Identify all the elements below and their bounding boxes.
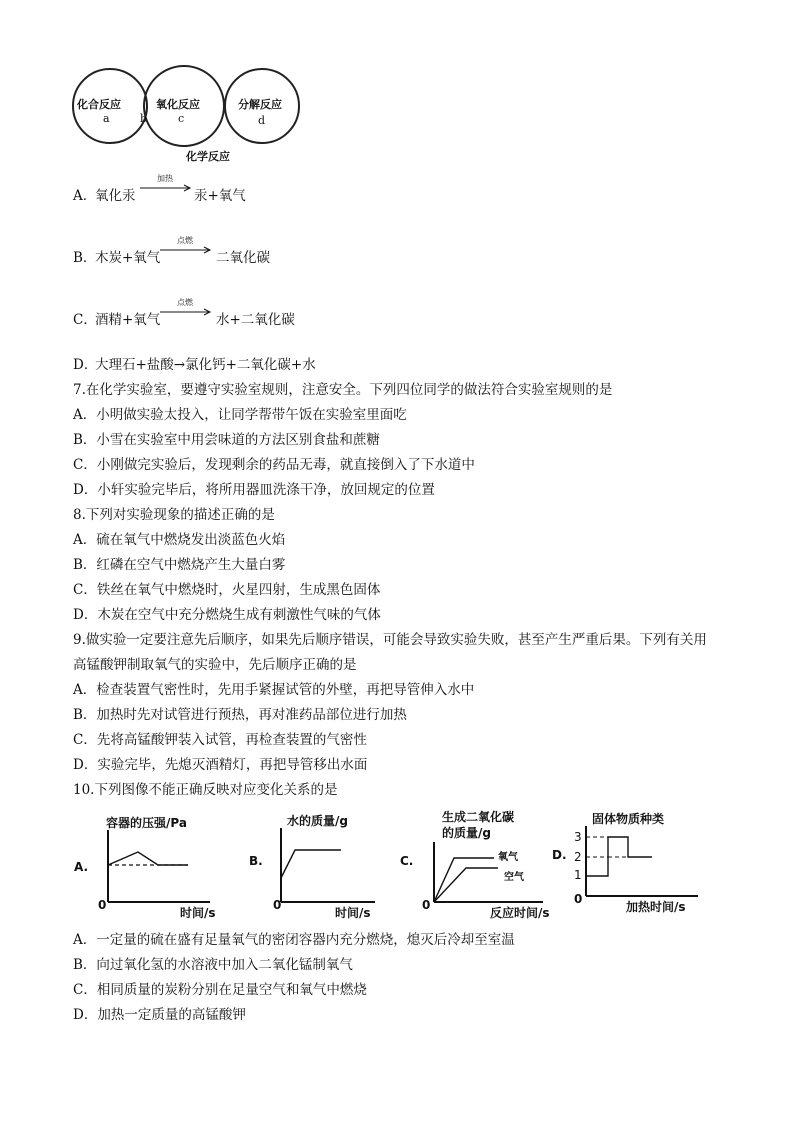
graph-a-plot bbox=[70, 808, 230, 920]
series-label-oxygen: 氧气 bbox=[498, 852, 518, 863]
product: 水+二氧化碳 bbox=[216, 312, 295, 328]
q8-option-c: C．铁丝在氧气中燃烧时，火星四射，生成黑色固体 bbox=[73, 582, 381, 598]
y-axis-label: 固体物质种类 bbox=[592, 812, 665, 826]
venn-caption: 化学反应 bbox=[186, 150, 230, 163]
q8-option-a: A．硫在氧气中燃烧发出淡蓝色火焰 bbox=[73, 532, 286, 548]
reactant: 氧化汞 bbox=[95, 188, 136, 204]
q9-option-a: A．检查装置气密性时，先用手紧握试管的外壁，再把导管伸入水中 bbox=[73, 682, 475, 698]
reactant: 木炭+氧气 bbox=[95, 250, 161, 266]
x-axis-label: 时间/s bbox=[335, 906, 371, 920]
tick-label-1: 1 bbox=[574, 868, 582, 882]
origin-label: 0 bbox=[273, 898, 282, 912]
origin-label: 0 bbox=[574, 892, 583, 906]
graph-c bbox=[398, 806, 558, 920]
x-axis-label: 反应时间/s bbox=[490, 906, 550, 920]
venn-diagram bbox=[70, 62, 310, 162]
graph-letter: C. bbox=[400, 854, 414, 868]
q9-stem-line2: 高锰酸钾制取氧气的实验中，先后顺序正确的是 bbox=[73, 657, 357, 673]
origin-label: 0 bbox=[422, 898, 431, 912]
reaction-arrow bbox=[160, 246, 212, 254]
series-label-air: 空气 bbox=[504, 872, 524, 883]
q10-option-c: C．相同质量的炭粉分别在足量空气和氧气中燃烧 bbox=[73, 982, 367, 998]
q8-stem: 8.下列对实验现象的描述正确的是 bbox=[73, 507, 275, 523]
reactant: 酒精+氧气 bbox=[95, 312, 161, 328]
q7-stem: 7.在化学实验室，要遵守实验室规则，注意安全。下列四位同学的做法符合实验室规则的是 bbox=[73, 382, 613, 398]
q8-option-b: B．红磷在空气中燃烧产生大量白雾 bbox=[73, 557, 286, 573]
venn-label-oxidation: 氧化反应 bbox=[156, 98, 200, 111]
venn-letter-b: b bbox=[140, 112, 148, 125]
venn-label-combination: 化合反应 bbox=[77, 98, 121, 111]
y-axis-label: 容器的压强/Pa bbox=[106, 816, 187, 830]
q9-option-b: B．加热时先对试管进行预热，再对准药品部位进行加热 bbox=[73, 707, 407, 723]
q10-option-d: D．加热一定质量的高锰酸钾 bbox=[73, 1007, 246, 1023]
q10-option-a: A．一定量的硫在盛有足量氧气的密闭容器内充分燃烧，熄灭后冷却至室温 bbox=[73, 932, 515, 948]
q9-option-c: C．先将高锰酸钾装入试管，再检查装置的气密性 bbox=[73, 732, 367, 748]
graph-b-plot bbox=[245, 808, 395, 920]
venn-letter-c: c bbox=[178, 112, 185, 125]
q7-option-d: D．小轩实验完毕后，将所用器皿洗涤干净，放回规定的位置 bbox=[73, 482, 435, 498]
option-prefix: A． bbox=[73, 188, 97, 204]
option-text: 大理石+盐酸→氯化钙+二氧化碳+水 bbox=[95, 357, 316, 373]
q7-option-a: A．小明做实验太投入，让同学帮带午饭在实验室里面吃 bbox=[73, 407, 407, 423]
q8-option-d: D．木炭在空气中充分燃烧生成有刺激性气味的气体 bbox=[73, 607, 381, 623]
venn-label-decomposition: 分解反应 bbox=[238, 98, 282, 111]
q9-stem-line1: 9.做实验一定要注意先后顺序，如果先后顺序错误，可能会导致实验失败，甚至产生严重后果。下列有关用 bbox=[73, 632, 707, 648]
y-axis-label-line2: 的质量/g bbox=[442, 826, 491, 840]
q10-option-b: B．向过氧化氢的水溶液中加入二氧化锰制氧气 bbox=[73, 957, 353, 973]
graph-c-plot bbox=[398, 806, 558, 920]
graph-d-plot bbox=[548, 806, 708, 920]
product: 二氧化碳 bbox=[216, 250, 270, 266]
y-axis-label: 水的质量/g bbox=[287, 814, 348, 828]
option-prefix: C． bbox=[73, 312, 97, 328]
product: 汞+氧气 bbox=[194, 188, 246, 204]
tick-label-2: 2 bbox=[574, 850, 582, 864]
venn-letter-d: d bbox=[258, 114, 266, 127]
graph-letter: D. bbox=[552, 848, 567, 862]
option-prefix: D． bbox=[73, 357, 98, 373]
graph-d bbox=[548, 806, 708, 920]
graph-a bbox=[70, 808, 230, 920]
q7-option-c: C．小刚做完实验后，发现剩余的药品无毒，就直接倒入了下水道中 bbox=[73, 457, 475, 473]
q7-option-b: B．小雪在实验室中用尝味道的方法区别食盐和蔗糖 bbox=[73, 432, 380, 448]
reaction-condition: 点燃 bbox=[177, 236, 193, 245]
reaction-condition: 加热 bbox=[157, 174, 173, 183]
graph-letter: B. bbox=[249, 854, 263, 868]
reaction-arrow bbox=[160, 308, 212, 316]
option-prefix: B． bbox=[73, 250, 97, 266]
origin-label: 0 bbox=[98, 898, 107, 912]
graph-b bbox=[245, 808, 395, 920]
graph-letter: A. bbox=[74, 860, 89, 874]
q10-stem: 10.下列图像不能正确反映对应变化关系的是 bbox=[73, 782, 338, 798]
tick-label-3: 3 bbox=[574, 830, 582, 844]
x-axis-label: 时间/s bbox=[180, 906, 216, 920]
venn-letter-a: a bbox=[103, 112, 110, 125]
reaction-condition: 点燃 bbox=[177, 298, 193, 307]
q9-option-d: D．实验完毕，先熄灭酒精灯，再把导管移出水面 bbox=[73, 757, 368, 773]
x-axis-label: 加热时间/s bbox=[626, 900, 686, 914]
y-axis-label-line1: 生成二氧化碳 bbox=[442, 810, 515, 824]
reaction-arrow bbox=[140, 184, 192, 192]
